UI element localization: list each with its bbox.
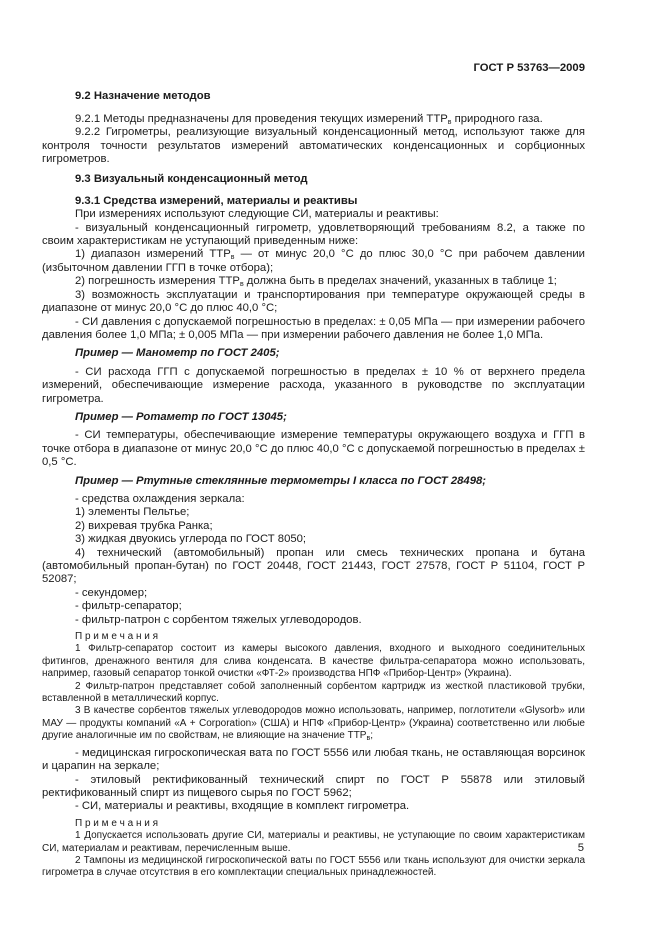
para-pressure: - СИ давления с допускаемой погрешностью в пределах: ± 0,05 МПа — при измерении рабочего давления более 1,0 МПа; ± 0,005 МПа — при измерении рабочего давления не более 1,0 МПа. [42,315,585,341]
notes-title-2: П р и м е ч а н и я [75,817,159,829]
document-content [42,62,585,880]
para-9-2-1 [42,113,585,126]
para-kit: - СИ, материалы и реактивы, входящие в комплект гигрометра. [75,800,410,813]
para-filter-separator: - фильтр-сепаратор; [75,600,182,613]
para-cotton: - медицинская гигроскопическая вата по ГОСТ 5556 или любая ткань, не оставляющая ворсинок и царапин на зеркале; [42,746,585,773]
para-ranque: 2) вихревая трубка Ранка; [75,519,213,532]
para-temperature: - СИ температуры, обеспечивающие измерение температуры окружающего воздуха и ГГП в точке отбора в диапазоне от минус 20,0 °С до плюс 40,0 °С с допускаемой погрешностью в пределах ± 0,5 °С. [42,429,585,469]
example-rotameter: Пример — Ротаметр по ГОСТ 13045; [75,410,287,423]
para-cooling: - средства охлаждения зеркала: [75,492,245,505]
note-1-3-text: 3 В качестве сорбентов тяжелых углеводородов можно использовать, например, поглотители «Glysorb» или МАУ — продукты компаний «А + Corporation» (США) и НПФ «Прибор-Центр» (Украина) соответственно или любые другие аналогичные им по свойствам, не влияющие на значение ТТР [42,705,585,742]
para-9-2-1-tail: природного газа. [451,112,543,125]
heading-9-3: 9.3 Визуальный конденсационный метод [75,173,308,186]
para-range-tail: — от минус 20,0 °С до плюс 30,0 °С при рабочем давлении (избыточном давлении ГГП в точке отбора); [42,248,585,274]
para-range [42,248,585,275]
note-1-1: 1 Фильтр-сепаратор состоит из камеры высокого давления, входного и выходного соединительных фитингов, дренажного вентиля для слива конденсата. В качестве фильтра-сепаратора можно использовать, например, газовый сепаратор тонкой очистки «ФТ-2» производства НПФ «Прибор-Центр» (Украина). [42,643,585,680]
subscript-v: в [239,281,244,289]
para-range-text: 1) диапазон измерений ТТР [75,248,231,261]
doc-code-header: ГОСТ Р 53763—2009 [473,62,585,74]
subscript-v: в [447,118,452,126]
para-alcohol: - этиловый ректификованный технический спирт по ГОСТ Р 55878 или этиловый ректификованный спирт из пищевого сырья по ГОСТ 5962; [42,773,585,799]
example-manometer: Пример — Манометр по ГОСТ 2405; [75,347,280,360]
para-9-2-2: 9.2.2 Гигрометры, реализующие визуальный конденсационный метод, используют также для контроля точности результатов измерений автоматических конденсационных и сорбционных гигрометров. [42,126,585,166]
para-co2: 3) жидкая двуокись углерода по ГОСТ 8050; [75,533,307,546]
note-1-3-tail: ; [370,730,373,742]
para-error-text: 2) погрешность измерения ТТР [75,275,240,288]
note-2-2: 2 Тампоны из медицинской гигроскопической ваты по ГОСТ 5556 или ткань используют для очистки зеркала гигрометра в случае отсутствия в его комплектации специальных принадлежностей. [42,854,585,879]
para-peltier: 1) элементы Пельтье; [75,506,190,519]
para-hygrometer: - визуальный конденсационный гигрометр, удовлетворяющий требованиям 8.2, а также по своим характеристикам не уступающий приведенным ниже: [42,221,585,248]
para-propane: 4) технический (автомобильный) пропан или смесь технических пропана и бутана (автомобильный пропан-бутан) по ГОСТ 20448, ГОСТ 21443, ГОСТ 27578, ГОСТ Р 51104, ГОСТ Р 52087; [42,546,585,586]
para-transport: 3) возможность эксплуатации и транспортирования при температуре окружающей среды в диапазоне от минус 20,0 °С до плюс 40,0 °С; [42,288,585,315]
notes-title-1: П р и м е ч а н и я [75,631,159,643]
example-thermometer: Пример — Ртутные стеклянные термометры I класса по ГОСТ 28498; [75,474,487,487]
para-stopwatch: - секундомер; [75,586,148,599]
note-1-3 [42,705,585,742]
para-flow: - СИ расхода ГГП с допускаемой погрешностью в пределах ± 10 % от верхнего предела измерений, обеспечивающие измерение расхода, указанного в руководстве по эксплуатации гигрометра. [42,365,585,405]
para-filter-cartridge: - фильтр-патрон с сорбентом тяжелых углеводородов. [75,613,362,626]
para-9-2-1-text: 9.2.1 Методы предназначены для проведения текущих измерений ТТР [75,112,448,125]
note-2-1: 1 Допускается использовать другие СИ, материалы и реактивы, не уступающие по своим характеристикам СИ, материалам и реактивам, перечисленным выше. [42,830,585,854]
heading-9-2: 9.2 Назначение методов [75,90,211,103]
subscript-v: в [230,254,235,262]
para-intro: При измерениях используют следующие СИ, материалы и реактивы: [75,208,439,221]
subscript-v: в [366,735,371,743]
para-error-tail: должна быть в пределах значений, указанных в таблице 1; [243,275,557,288]
heading-9-3-1: 9.3.1 Средства измерений, материалы и реактивы [75,194,358,207]
page-number: 5 [577,842,584,854]
para-error [42,275,585,288]
note-1-2: 2 Фильтр-патрон представляет собой заполненный сорбентом картридж из жесткой пластиковой трубки, вставленной в металлический корпус. [42,680,585,705]
